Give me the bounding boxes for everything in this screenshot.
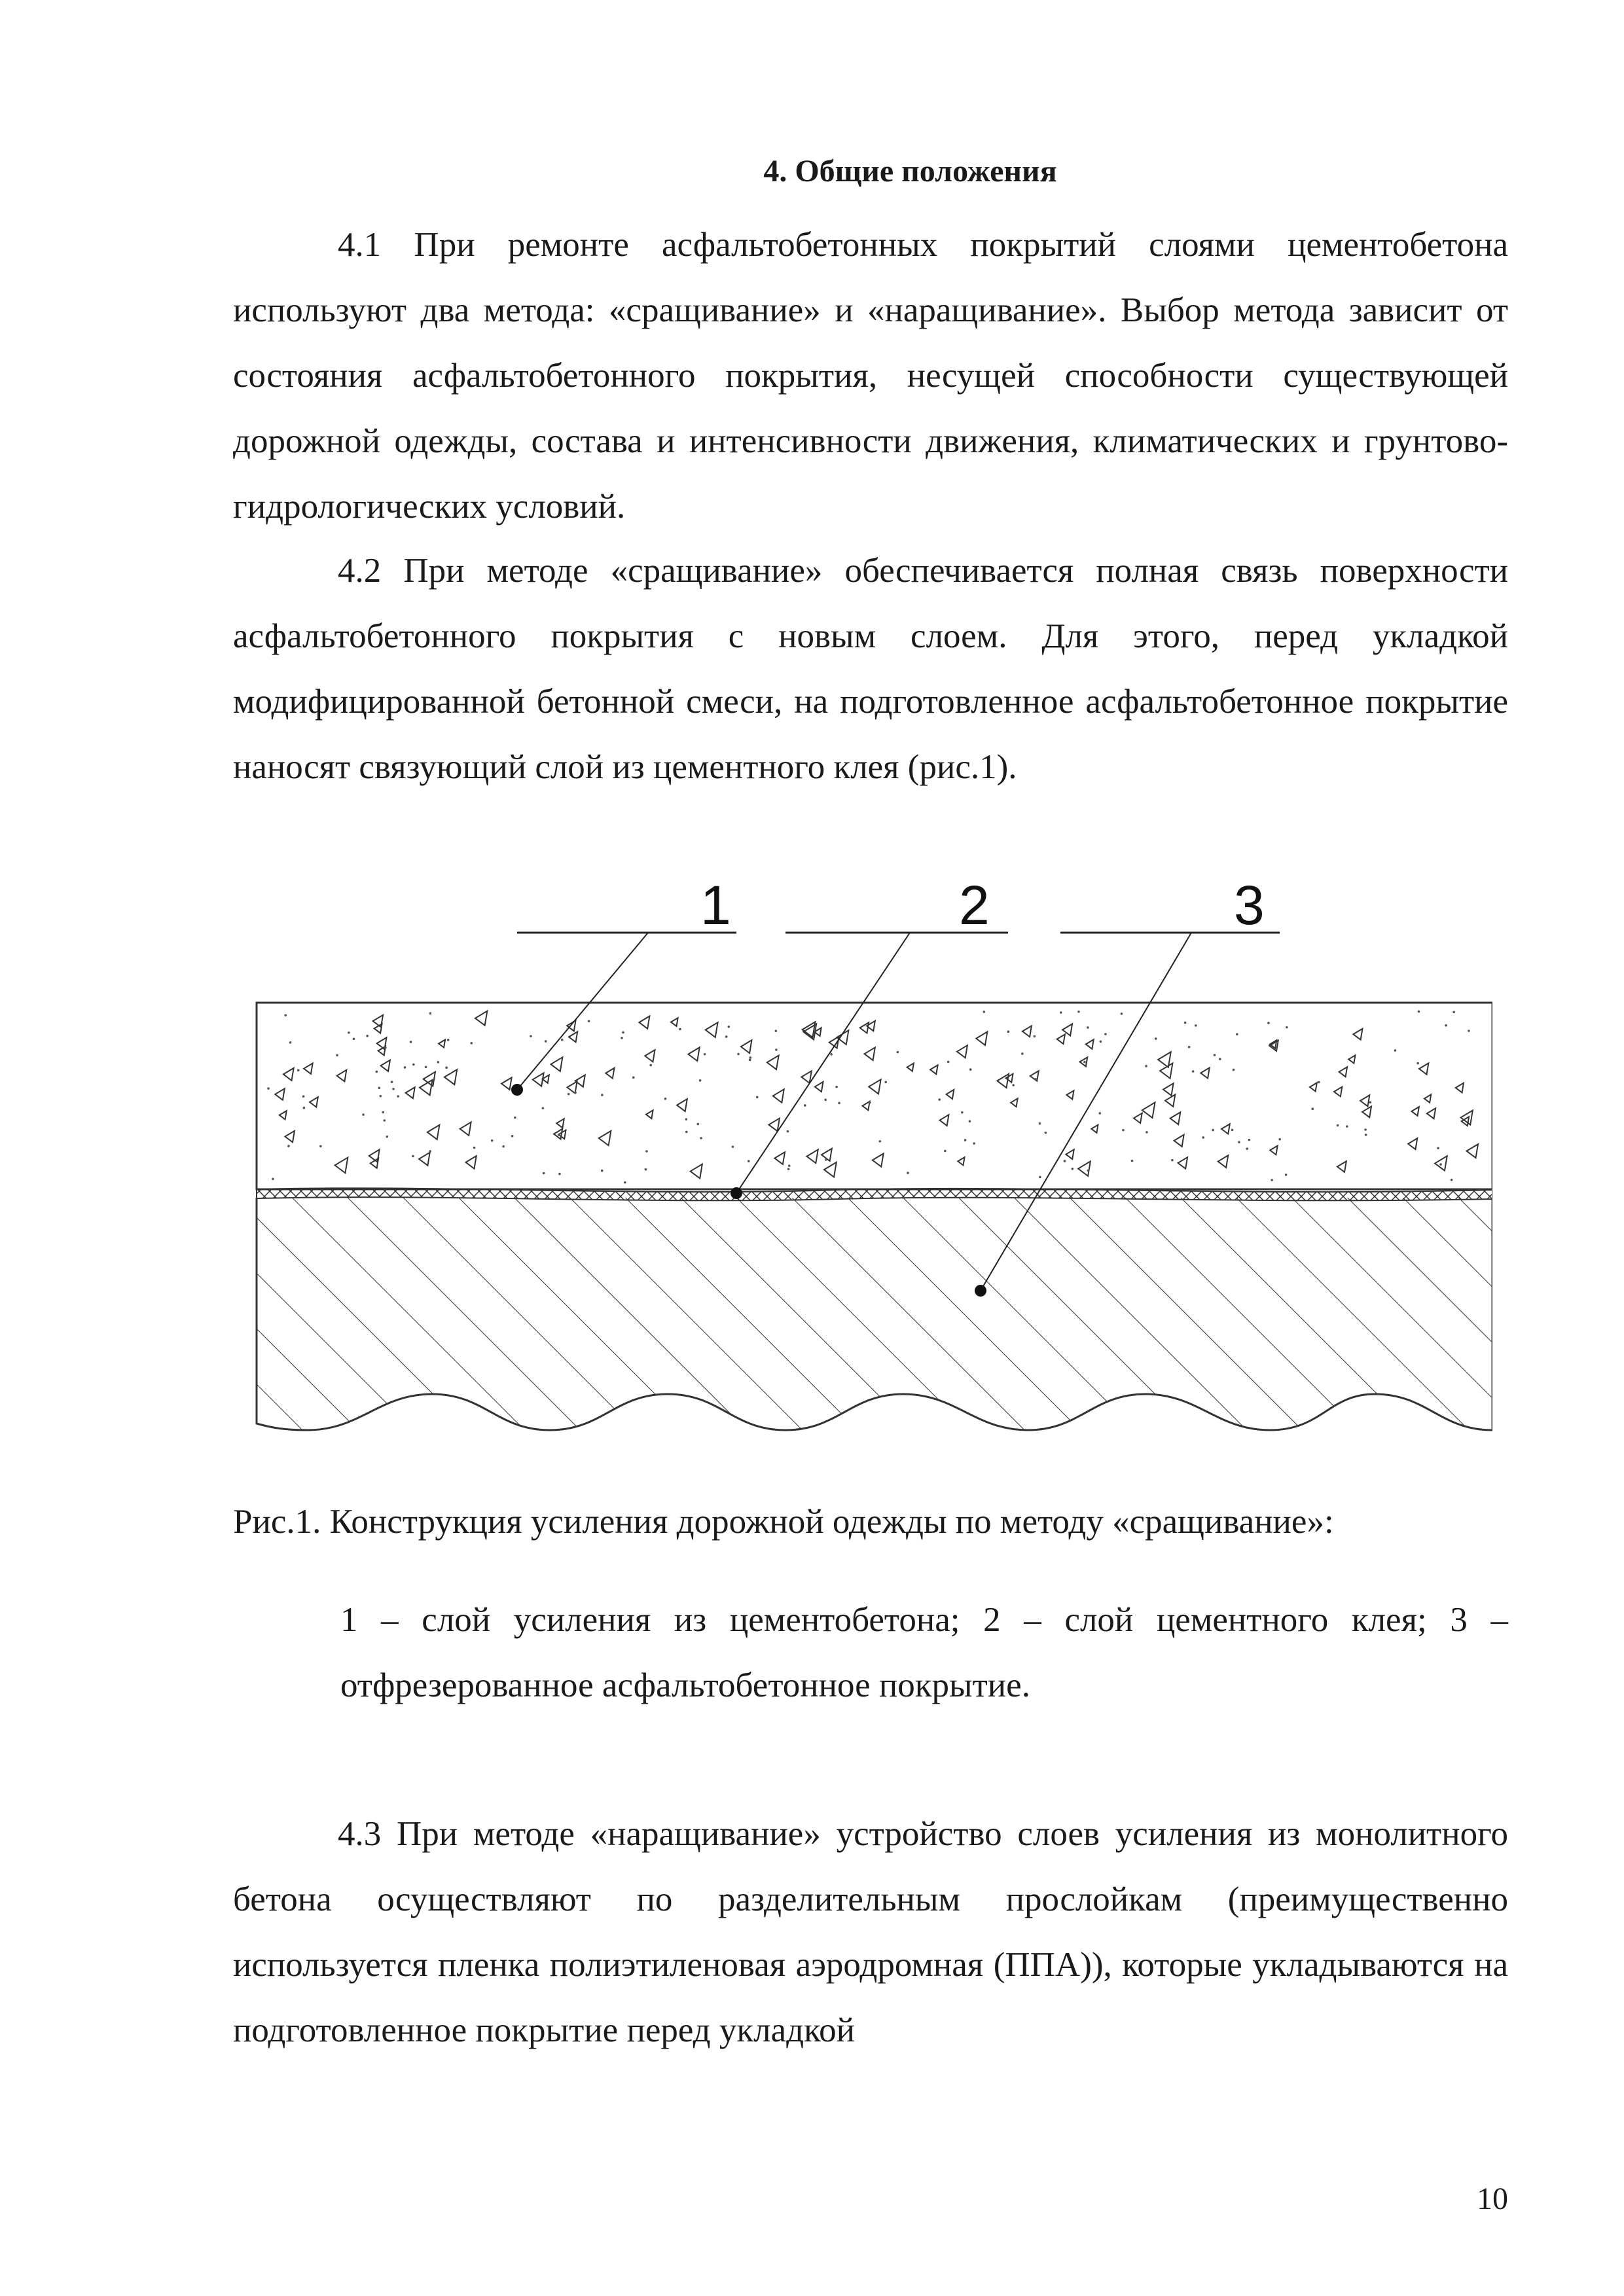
sand-dot — [1212, 1129, 1214, 1132]
sand-dot — [1278, 1138, 1281, 1141]
sand-dot — [1246, 1147, 1248, 1150]
sand-dot — [336, 1054, 338, 1056]
sand-dot — [425, 1066, 427, 1068]
sand-dot — [964, 1139, 967, 1141]
sand-dot — [601, 1170, 604, 1172]
sand-dot — [699, 1079, 702, 1082]
figure-road-construction — [249, 877, 1492, 1466]
sand-dot — [1236, 1033, 1238, 1035]
sand-dot — [897, 1051, 899, 1054]
sand-dot — [491, 1139, 494, 1142]
sand-dot — [267, 1087, 270, 1090]
page-number: 10 — [1477, 2181, 1508, 2216]
sand-dot — [1039, 1122, 1041, 1125]
sand-dot — [412, 1064, 415, 1066]
sand-dot — [1311, 1107, 1314, 1110]
sand-dot — [1285, 1174, 1288, 1176]
sand-dot — [1453, 1011, 1455, 1014]
sand-dot — [775, 1030, 778, 1032]
sand-dot — [429, 1013, 432, 1015]
sand-dot — [645, 1150, 648, 1153]
sand-dot — [1064, 1160, 1066, 1162]
sand-dot — [502, 1145, 505, 1148]
sand-dot — [756, 1096, 759, 1099]
sand-dot — [621, 1037, 623, 1039]
sand-dot — [1468, 1030, 1470, 1032]
sand-dot — [961, 1111, 964, 1114]
sand-dot — [1121, 1013, 1123, 1015]
layer-milled-asphalt — [257, 1198, 1492, 1440]
sand-dot — [392, 1088, 395, 1090]
sand-dot — [787, 1130, 789, 1133]
sand-dot — [410, 1041, 412, 1043]
sand-dot — [1087, 1026, 1089, 1029]
sand-dot — [907, 1172, 909, 1174]
sand-dot — [404, 1066, 406, 1069]
sand-dot — [272, 1178, 274, 1181]
sand-dot — [412, 1155, 414, 1158]
sand-dot — [749, 1056, 752, 1059]
sand-dot — [679, 1028, 681, 1031]
sand-dot — [558, 1134, 560, 1136]
sand-dot — [574, 1091, 577, 1094]
sand-dot — [649, 1064, 652, 1067]
sand-dot — [545, 1040, 547, 1043]
sand-dot — [1369, 1101, 1372, 1103]
sand-dot — [938, 1098, 941, 1101]
sand-dot — [1437, 1147, 1439, 1149]
sand-dot — [727, 1026, 730, 1028]
sand-dot — [1045, 1132, 1047, 1134]
sand-dot — [297, 1069, 300, 1071]
sand-dot — [700, 1137, 702, 1139]
sand-dot — [319, 1145, 322, 1148]
sand-dot — [624, 1181, 626, 1184]
sand-dot — [1451, 1179, 1453, 1181]
sand-dot — [284, 1014, 287, 1016]
sand-dot — [869, 1102, 871, 1104]
sand-dot — [622, 1031, 624, 1034]
sand-dot — [289, 1041, 292, 1044]
sand-dot — [384, 1119, 386, 1122]
sand-dot — [366, 1035, 369, 1037]
sand-dot — [835, 1086, 838, 1088]
sand-dot — [1394, 1049, 1397, 1052]
sand-dot — [725, 1035, 728, 1038]
sand-dot — [1267, 1022, 1270, 1024]
sand-dot — [1445, 1024, 1447, 1027]
sand-dot — [685, 1118, 688, 1121]
sand-dot — [445, 1066, 448, 1069]
figure-label-1: 1 — [700, 877, 731, 936]
sand-dot — [1060, 1011, 1062, 1014]
sand-dot — [1039, 1176, 1041, 1179]
sand-dot — [601, 1094, 604, 1096]
sand-dot — [704, 1053, 706, 1056]
sand-dot — [1231, 1129, 1234, 1132]
figure-label-3: 3 — [1234, 877, 1265, 936]
sand-dot — [1416, 1062, 1419, 1065]
sand-dot — [775, 1049, 778, 1051]
sand-dot — [530, 1035, 532, 1037]
sand-dot — [303, 1107, 306, 1109]
sand-dot — [1155, 1037, 1157, 1040]
sand-dot — [1346, 1125, 1348, 1128]
sand-dot — [804, 1104, 806, 1107]
sand-dot — [447, 1039, 450, 1041]
figure-label-2: 2 — [959, 877, 990, 936]
sand-dot — [830, 1053, 833, 1056]
sand-dot — [645, 1168, 647, 1171]
sand-dot — [1145, 1065, 1147, 1067]
paragraph-4-3: 4.3 При методе «наращивание» устройство слоев усиления из монолитного бетона осуществляют по разделительным прослойкам (преимущественно используется пленка полиэтиленовая аэродромная (ППА)), которые укладываются на подготовленное покрытие перед укладкой — [233, 1815, 1508, 2049]
sand-dot — [397, 1095, 399, 1098]
figure-legend: 1 – слой усиления из цементобетона; 2 – слой цементного клея; 3 – отфрезерованное асфальтобетонное покрытие. — [340, 1601, 1508, 1704]
sand-dot — [542, 1107, 545, 1109]
sand-dot — [1364, 1128, 1367, 1131]
sand-dot — [391, 1081, 393, 1083]
layer-cement-concrete — [257, 1003, 1492, 1189]
sand-dot — [749, 1059, 751, 1062]
sand-dot — [386, 1136, 389, 1138]
sand-dot — [1188, 1046, 1191, 1049]
sand-dot — [1202, 1136, 1204, 1139]
sand-dot — [737, 1053, 740, 1056]
sand-dot — [287, 1145, 290, 1147]
sand-dot — [1233, 1069, 1235, 1071]
sand-dot — [568, 1093, 570, 1096]
sand-dot — [1418, 1011, 1420, 1013]
sand-dot — [748, 1160, 750, 1162]
sand-dot — [1098, 1112, 1101, 1115]
sand-dot — [1104, 1033, 1107, 1035]
sand-dot — [1195, 1024, 1197, 1027]
sand-dot — [1034, 1078, 1037, 1081]
sand-dot — [825, 1158, 827, 1161]
sand-dot — [1012, 1084, 1015, 1086]
sand-dot — [1219, 1058, 1221, 1060]
sand-dot — [1021, 1052, 1024, 1055]
sand-dot — [1286, 1026, 1288, 1029]
sand-dot — [1214, 1054, 1216, 1056]
sand-dot — [696, 1123, 699, 1126]
sand-dot — [511, 1135, 514, 1138]
sand-dot — [983, 1011, 986, 1013]
sand-dot — [973, 1142, 975, 1145]
sand-dot — [1087, 1170, 1089, 1172]
sand-dot — [838, 1102, 840, 1105]
sand-dot — [969, 1120, 971, 1122]
sand-dot — [588, 1020, 590, 1022]
sand-dot — [437, 1061, 440, 1064]
sand-dot — [1365, 1134, 1367, 1136]
sand-dot — [788, 1164, 791, 1167]
sand-dot — [1337, 1124, 1339, 1127]
sand-dot — [429, 1150, 431, 1153]
sand-dot — [348, 1031, 350, 1034]
sand-dot — [376, 1071, 378, 1073]
sand-dot — [1122, 1129, 1125, 1132]
sand-dot — [732, 1145, 734, 1148]
sand-dot — [1072, 1168, 1074, 1170]
sand-dot — [378, 1086, 381, 1089]
sand-dot — [1184, 1022, 1187, 1024]
section-heading: 4. Общие положения — [763, 154, 1057, 188]
sand-dot — [879, 1140, 882, 1143]
figure-caption: Рис.1. Конструкция усиления дорожной одежды по методу «сращивание»: — [233, 1503, 1334, 1541]
sand-dot — [1131, 1160, 1134, 1162]
sand-dot — [685, 1131, 688, 1134]
sand-dot — [969, 1068, 972, 1071]
sand-dot — [824, 1099, 827, 1102]
sand-dot — [1034, 1035, 1036, 1038]
sand-dot — [1007, 1030, 1010, 1033]
sand-dot — [1077, 1011, 1080, 1013]
sand-dot — [353, 1038, 355, 1041]
sand-dot — [302, 1095, 305, 1098]
sand-dot — [1248, 1139, 1251, 1141]
sand-dot — [473, 1147, 476, 1149]
sand-dot — [632, 1076, 635, 1079]
sand-dot — [543, 1172, 545, 1175]
sand-dot — [944, 1150, 947, 1153]
sand-dot — [1439, 1163, 1442, 1166]
sand-dot — [884, 1081, 887, 1084]
sand-dot — [382, 1111, 385, 1114]
sand-dot — [1100, 1041, 1102, 1043]
sand-dot — [1171, 1159, 1174, 1162]
sand-dot — [1238, 1141, 1240, 1143]
sand-dot — [947, 1061, 950, 1064]
sand-dot — [664, 1098, 667, 1100]
sand-dot — [787, 1168, 790, 1170]
paragraph-4-2: 4.2 При методе «сращивание» обеспечивается полная связь поверхности асфальтобетонного покрытия с новым слоем. Для этого, перед укладкой модифицированной бетонной смеси, на подготовленное асфальтобетонное покрытие наносят связующий слой из цементного клея (рис.1). — [233, 552, 1508, 786]
sand-dot — [362, 1113, 365, 1116]
sand-dot — [384, 1047, 387, 1049]
paragraph-4-1: 4.1 При ремонте асфальтобетонных покрытий слоями цементобетона используют два метода: «сращивание» и «наращивание». Выбор метода зависит от состояния асфальтобетонного покрытия, несущей способности существующей дорожной одежды, состава и интенсивности движения, климатических и грунтово-гидрологических условий. — [233, 226, 1508, 526]
sand-dot — [561, 1039, 564, 1041]
sand-dot — [514, 1117, 516, 1119]
sand-dot — [380, 1095, 382, 1098]
sand-dot — [470, 1042, 473, 1045]
sand-dot — [558, 1173, 561, 1175]
sand-dot — [1318, 1081, 1320, 1084]
sand-dot — [1146, 1131, 1148, 1134]
sand-dot — [1192, 1070, 1195, 1073]
sand-dot — [1083, 1061, 1086, 1064]
sand-dot — [1271, 1179, 1273, 1181]
